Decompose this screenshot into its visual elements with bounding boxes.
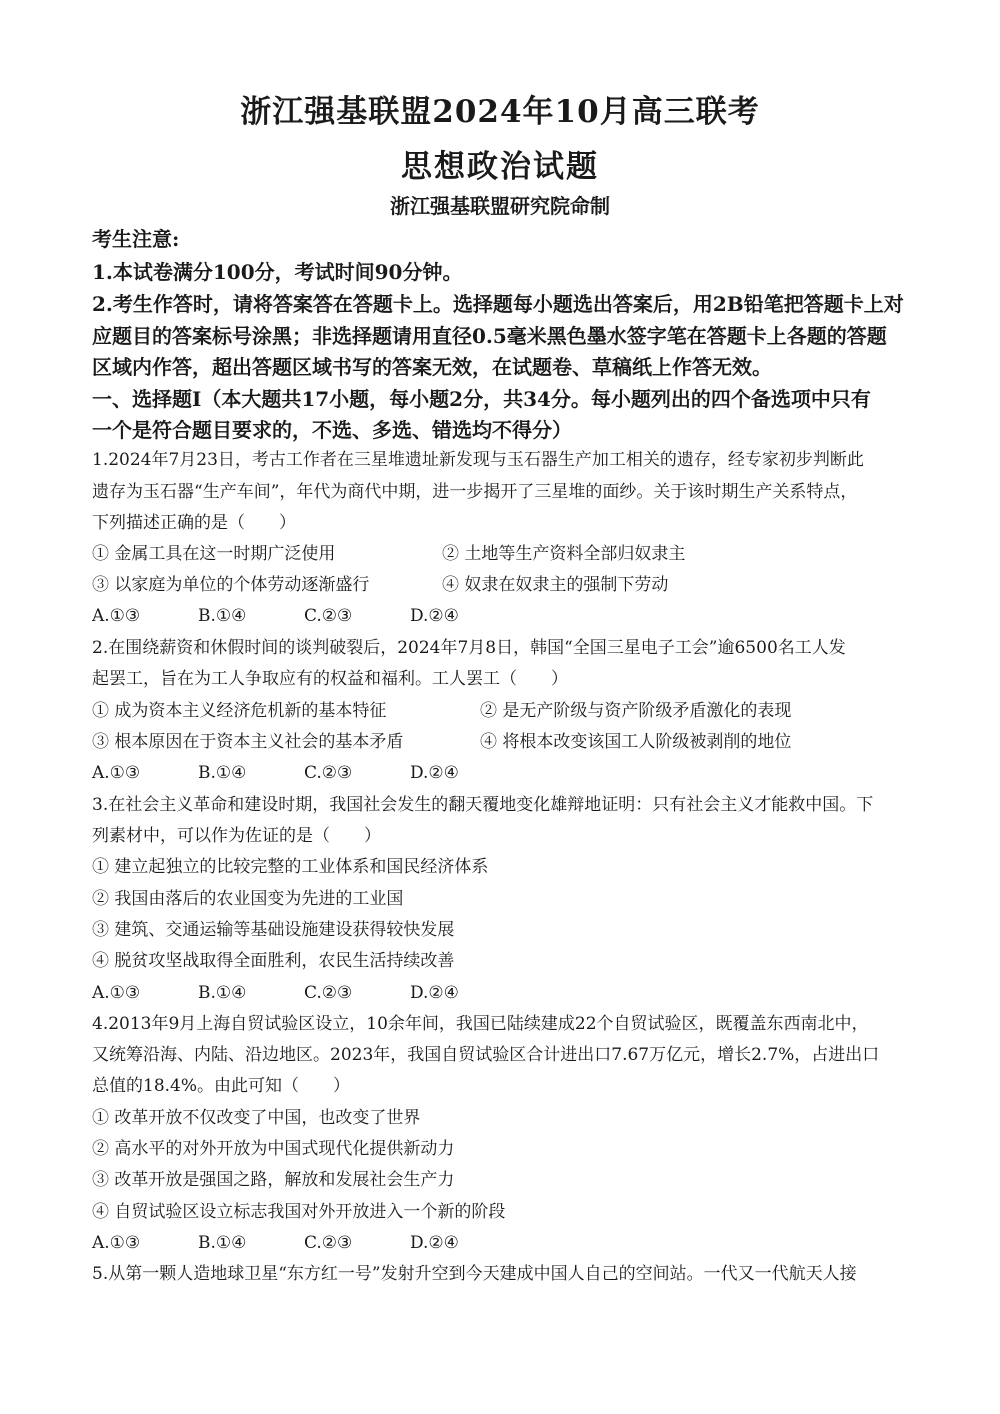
- question-4-option: ② 高水平的对外开放为中国式现代化提供新动力: [92, 1139, 455, 1159]
- answer-choice: C.②③: [304, 1233, 353, 1253]
- exam-title: 浙江强基联盟2024年10月高三联考: [240, 94, 760, 130]
- answer-choice: A.①③: [92, 763, 141, 783]
- question-1-answers: [92, 608, 516, 625]
- question-4-option: ① 改革开放不仅改变了中国，也改变了世界: [92, 1108, 421, 1128]
- question-3-option: ③ 建筑、交通运输等基础设施建设获得较快发展: [92, 920, 455, 940]
- question-2-option: ③ 根本原因在于资本主义社会的基本矛盾: [92, 732, 404, 752]
- notice-item: 1.本试卷满分100分，考试时间90分钟。: [92, 260, 463, 284]
- answer-choice: D.②④: [410, 983, 459, 1003]
- question-1-stem: 下列描述正确的是（ ）: [92, 513, 296, 533]
- question-2-option: ① 成为资本主义经济危机新的基本特征: [92, 701, 387, 721]
- notice-item: 区域内作答，超出答题区域书写的答案无效，在试题卷、草稿纸上作答无效。: [92, 355, 772, 379]
- question-5-stem: 5.从第一颗人造地球卫星“东方红一号”发射升空到今天建成中国人自己的空间站。一代又一代航天人接: [92, 1264, 857, 1284]
- answer-choice: C.②③: [304, 983, 353, 1003]
- question-1-option: ④ 奴隶在奴隶主的强制下劳动: [442, 575, 669, 595]
- question-4-stem: 又统筹沿海、内陆、沿边地区。2023年，我国自贸试验区合计进出口7.67万亿元，增长2.7%，占进出口: [92, 1045, 880, 1065]
- question-2-answers: [92, 765, 516, 782]
- question-4-option: ④ 自贸试验区设立标志我国对外开放进入一个新的阶段: [92, 1202, 506, 1222]
- question-4-stem: 4.2013年9月上海自贸试验区设立，10余年间，我国已陆续建成22个自贸试验区，既覆盖东西南北中，: [92, 1014, 869, 1034]
- section-heading: 一、选择题Ⅰ（本大题共17小题，每小题2分，共34分。每小题列出的四个备选项中只有: [92, 387, 871, 411]
- question-2-option: ④ 将根本改变该国工人阶级被剥削的地位: [480, 732, 792, 752]
- answer-choice: D.②④: [410, 1233, 459, 1253]
- answer-choice: A.①③: [92, 983, 141, 1003]
- question-1-option: ③ 以家庭为单位的个体劳动逐渐盛行: [92, 575, 370, 595]
- answer-choice: D.②④: [410, 606, 459, 626]
- author-line: 浙江强基联盟研究院命制: [390, 194, 610, 218]
- answer-choice: B.①④: [198, 606, 247, 626]
- answer-choice: B.①④: [198, 1233, 247, 1253]
- answer-choice: A.①③: [92, 1233, 141, 1253]
- answer-choice: B.①④: [198, 983, 247, 1003]
- notice-heading: 考生注意:: [92, 227, 180, 251]
- question-1-stem: 1.2024年7月23日，考古工作者在三星堆遗址新发现与玉石器生产加工相关的遗存，经专家初步判断此: [92, 450, 864, 470]
- question-3-stem: 3.在社会主义革命和建设时期，我国社会发生的翻天覆地变化雄辩地证明：只有社会主义才能救中国。下: [92, 795, 874, 815]
- answer-choice: A.①③: [92, 606, 141, 626]
- question-2-option: ② 是无产阶级与资产阶级矛盾激化的表现: [480, 701, 792, 721]
- section-heading-cont: 一个是符合题目要求的，不选、多选、错选均不得分）: [92, 418, 572, 442]
- question-3-option: ④ 脱贫攻坚战取得全面胜利，农民生活持续改善: [92, 951, 455, 971]
- question-2-stem: 2.在围绕薪资和休假时间的谈判破裂后，2024年7月8日，韩国“全国三星电子工会”逾6500名工人发: [92, 638, 846, 658]
- answer-choice: D.②④: [410, 763, 459, 783]
- question-4-option: ③ 改革开放是强国之路，解放和发展社会生产力: [92, 1170, 455, 1190]
- question-2-stem: 起罢工，旨在为工人争取应有的权益和福利。工人罢工（ ）: [92, 669, 568, 689]
- subject-title: 思想政治试题: [401, 149, 599, 185]
- notice-item: 应题目的答案标号涂黑；非选择题请用直径0.5毫米黑色墨水签字笔在答题卡上各题的答题: [92, 324, 887, 348]
- question-1-option: ① 金属工具在这一时期广泛使用: [92, 544, 336, 564]
- question-1-option: ② 土地等生产资料全部归奴隶主: [442, 544, 686, 564]
- answer-choice: C.②③: [304, 763, 353, 783]
- question-3-answers: [92, 985, 516, 1002]
- question-3-option: ② 我国由落后的农业国变为先进的工业国: [92, 889, 404, 909]
- question-4-answers: [92, 1235, 516, 1252]
- answer-choice: B.①④: [198, 763, 247, 783]
- notice-item: 2.考生作答时，请将答案答在答题卡上。选择题每小题选出答案后，用2B铅笔把答题卡上对: [92, 292, 904, 316]
- question-3-option: ① 建立起独立的比较完整的工业体系和国民经济体系: [92, 857, 489, 877]
- question-3-stem: 列素材中，可以作为佐证的是（ ）: [92, 826, 381, 846]
- question-1-stem: 遗存为玉石器“生产车间”，年代为商代中期，进一步揭开了三星堆的面纱。关于该时期生产关系特点，: [92, 482, 858, 502]
- answer-choice: C.②③: [304, 606, 353, 626]
- question-4-stem: 总值的18.4%。由此可知（ ）: [92, 1076, 351, 1096]
